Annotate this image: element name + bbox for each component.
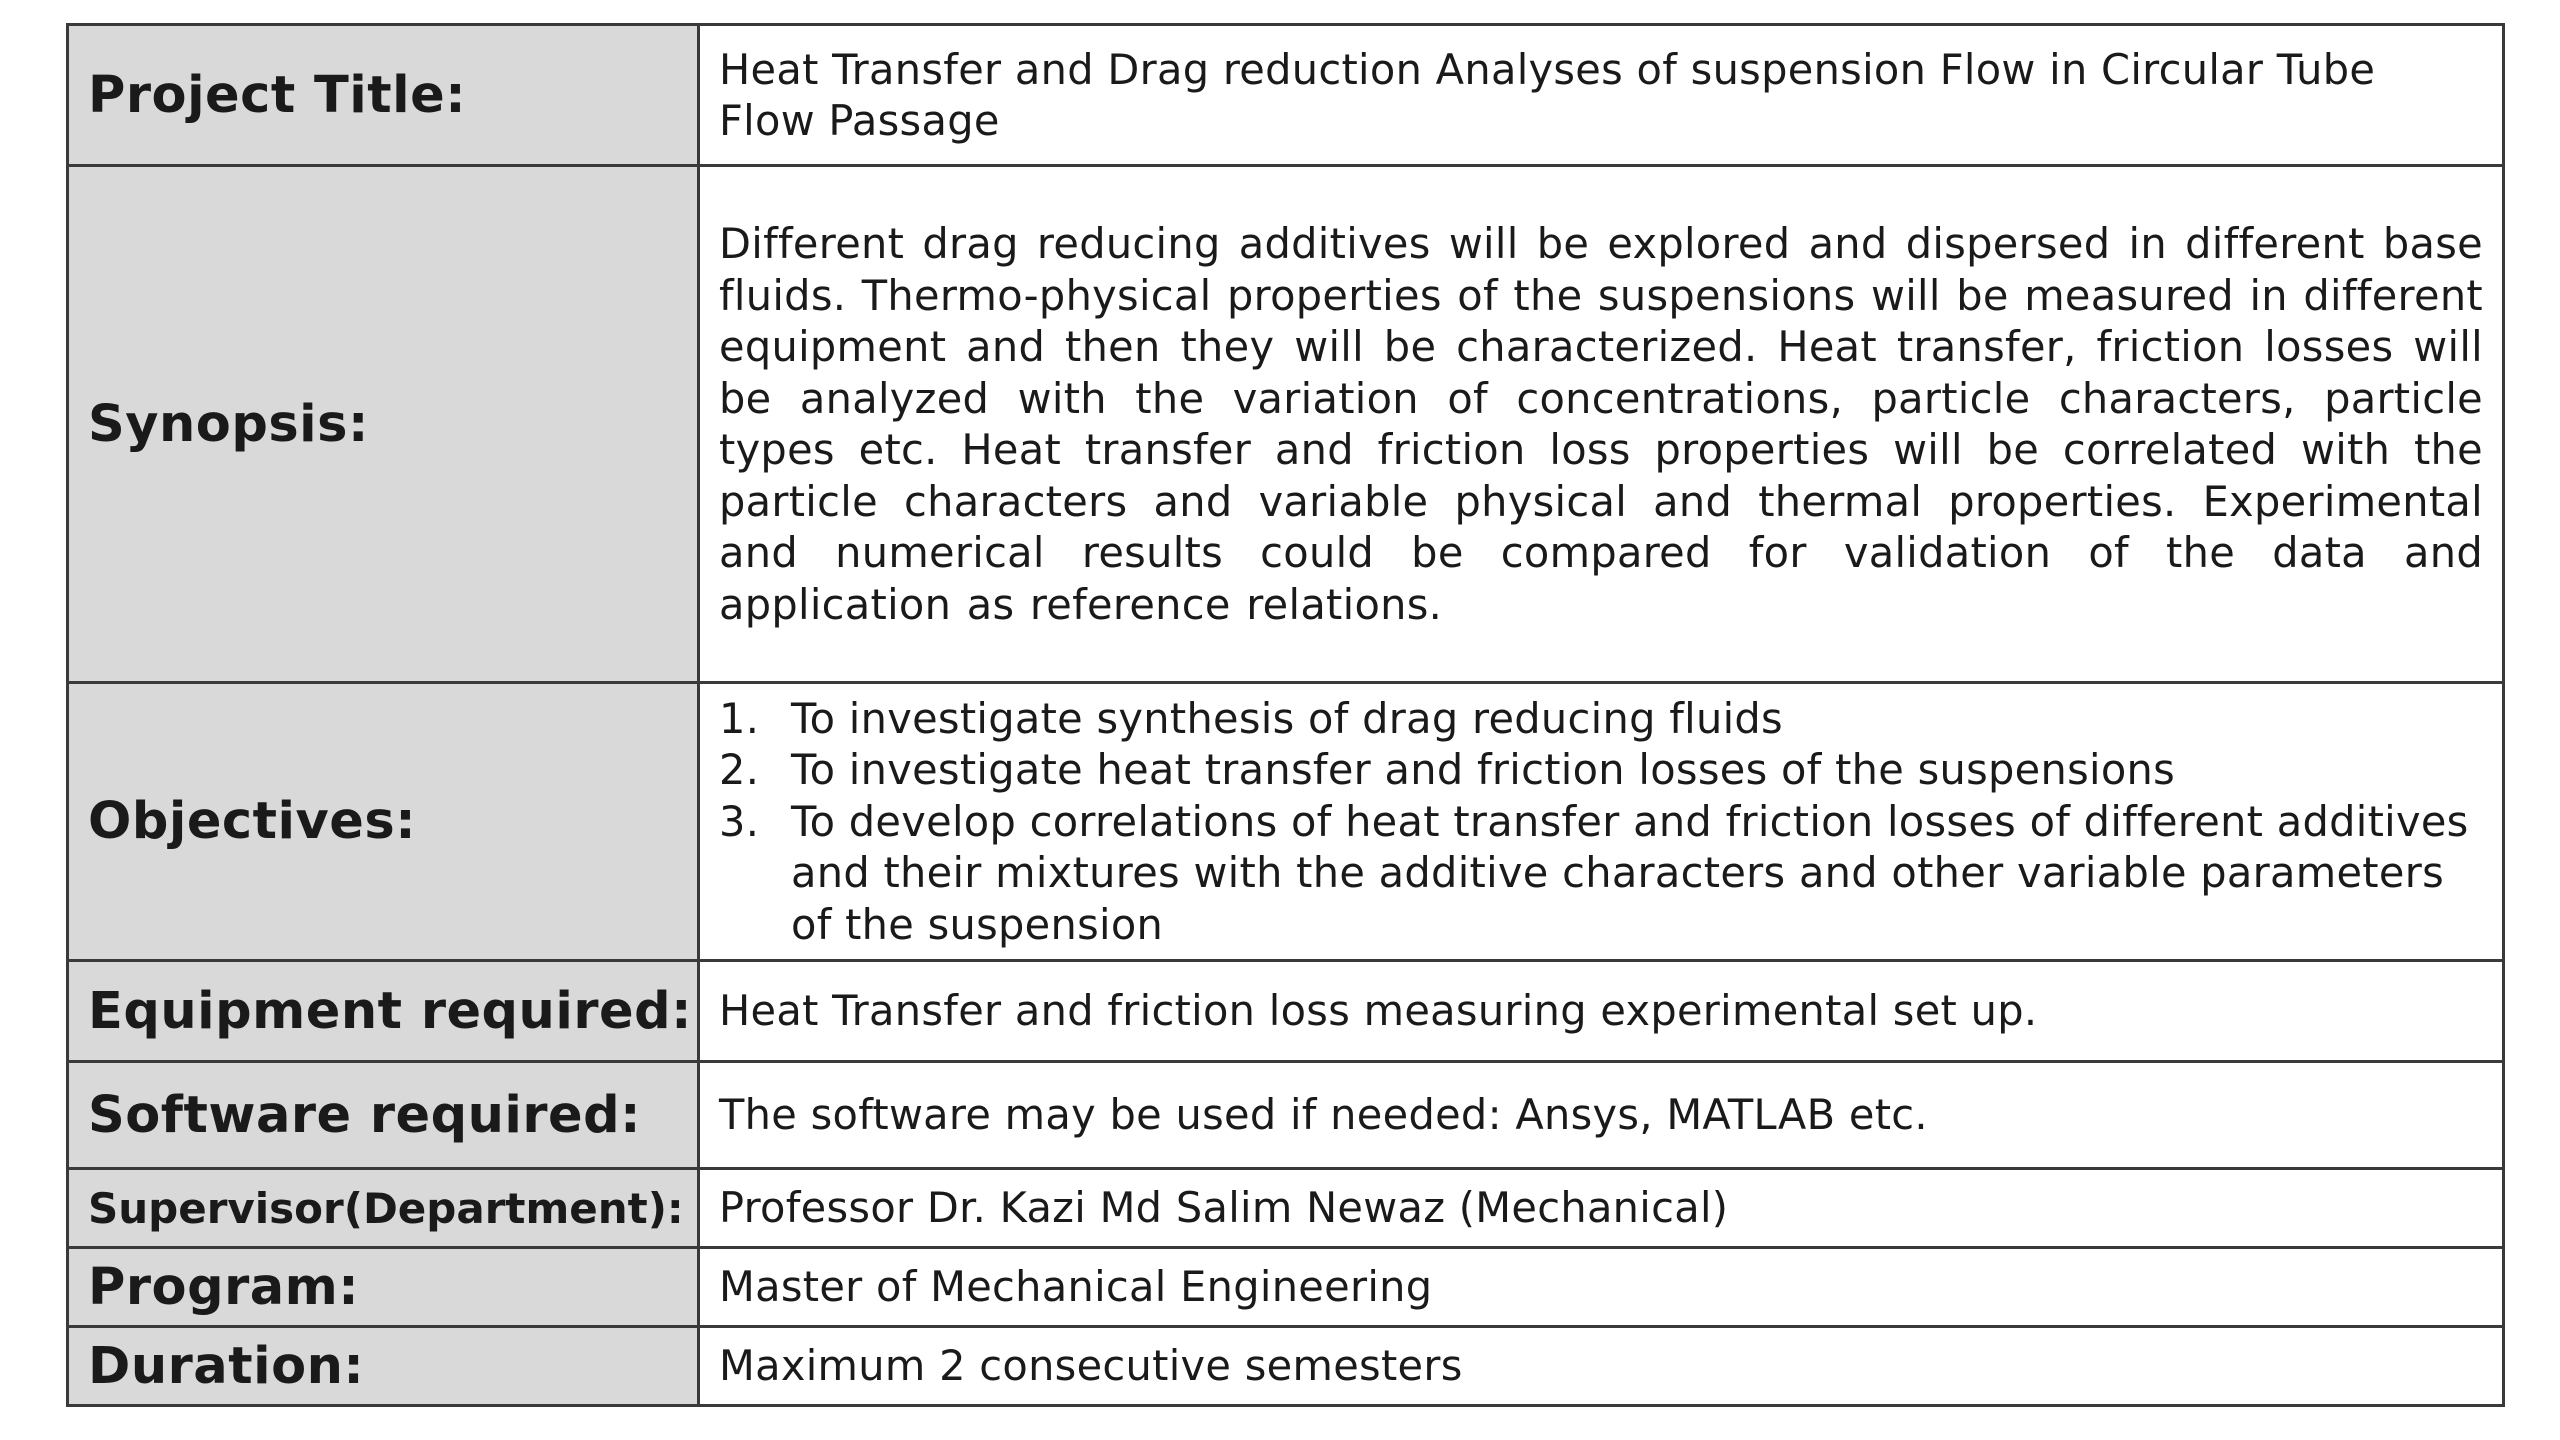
project-title-line-2: Flow Passage bbox=[719, 96, 1000, 145]
objective-text: To investigate heat transfer and friction losses of the suspensions bbox=[791, 745, 2176, 795]
project-title-label: Project Title: bbox=[68, 25, 699, 166]
duration-label: Duration: bbox=[68, 1327, 699, 1406]
supervisor-label: Supervisor(Department): bbox=[68, 1169, 699, 1248]
row-supervisor bbox=[68, 1169, 2504, 1248]
equipment-label: Equipment required: bbox=[68, 961, 699, 1062]
row-project-title bbox=[68, 25, 2504, 166]
synopsis-text: Different drag reducing additives will be explored and dispersed in different base fluids. Thermo-physical properties of the suspensions will be measured in different equipment and then they will be characterized. Heat transfer, friction losses will be analyzed with the variation of concentrations, particle characters, particle types etc. Heat transfer and friction loss properties will be correlated with the particle characters and variable physical and thermal properties. Experimental and numerical results could be compared for validation of the data and application as reference relations. bbox=[719, 219, 2483, 629]
equipment-value: Heat Transfer and friction loss measuring experimental set up. bbox=[699, 961, 2504, 1062]
row-program bbox=[68, 1248, 2504, 1327]
program-label: Program: bbox=[68, 1248, 699, 1327]
software-value: The software may be used if needed: Ansys, MATLAB etc. bbox=[699, 1062, 2504, 1169]
objective-item bbox=[719, 744, 2483, 796]
row-synopsis bbox=[68, 166, 2504, 683]
objectives-value bbox=[699, 683, 2504, 961]
objective-text: To develop correlations of heat transfer and friction losses of different additives and their mixtures with the additive characters and other variable parameters of the suspension bbox=[791, 796, 2469, 949]
row-objectives bbox=[68, 683, 2504, 961]
project-info-table bbox=[66, 23, 2505, 1407]
objectives-list bbox=[719, 693, 2483, 951]
objective-text: To investigate synthesis of drag reducing fluids bbox=[791, 693, 1783, 743]
project-title-value bbox=[699, 25, 2504, 166]
objective-number: 3. bbox=[719, 796, 760, 846]
duration-value: Maximum 2 consecutive semesters bbox=[699, 1327, 2504, 1406]
row-equipment bbox=[68, 961, 2504, 1062]
program-value: Master of Mechanical Engineering bbox=[699, 1248, 2504, 1327]
objectives-label: Objectives: bbox=[68, 683, 699, 961]
synopsis-value bbox=[699, 166, 2504, 683]
objective-item bbox=[719, 796, 2483, 951]
synopsis-label: Synopsis: bbox=[68, 166, 699, 683]
row-duration bbox=[68, 1327, 2504, 1406]
objective-item bbox=[719, 693, 2483, 745]
objective-number: 2. bbox=[719, 745, 760, 795]
objective-number: 1. bbox=[719, 693, 760, 743]
software-label: Software required: bbox=[68, 1062, 699, 1169]
supervisor-value: Professor Dr. Kazi Md Salim Newaz (Mechanical) bbox=[699, 1169, 2504, 1248]
row-software bbox=[68, 1062, 2504, 1169]
project-title-line-1: Heat Transfer and Drag reduction Analyses of suspension Flow in Circular Tube bbox=[719, 44, 2376, 94]
